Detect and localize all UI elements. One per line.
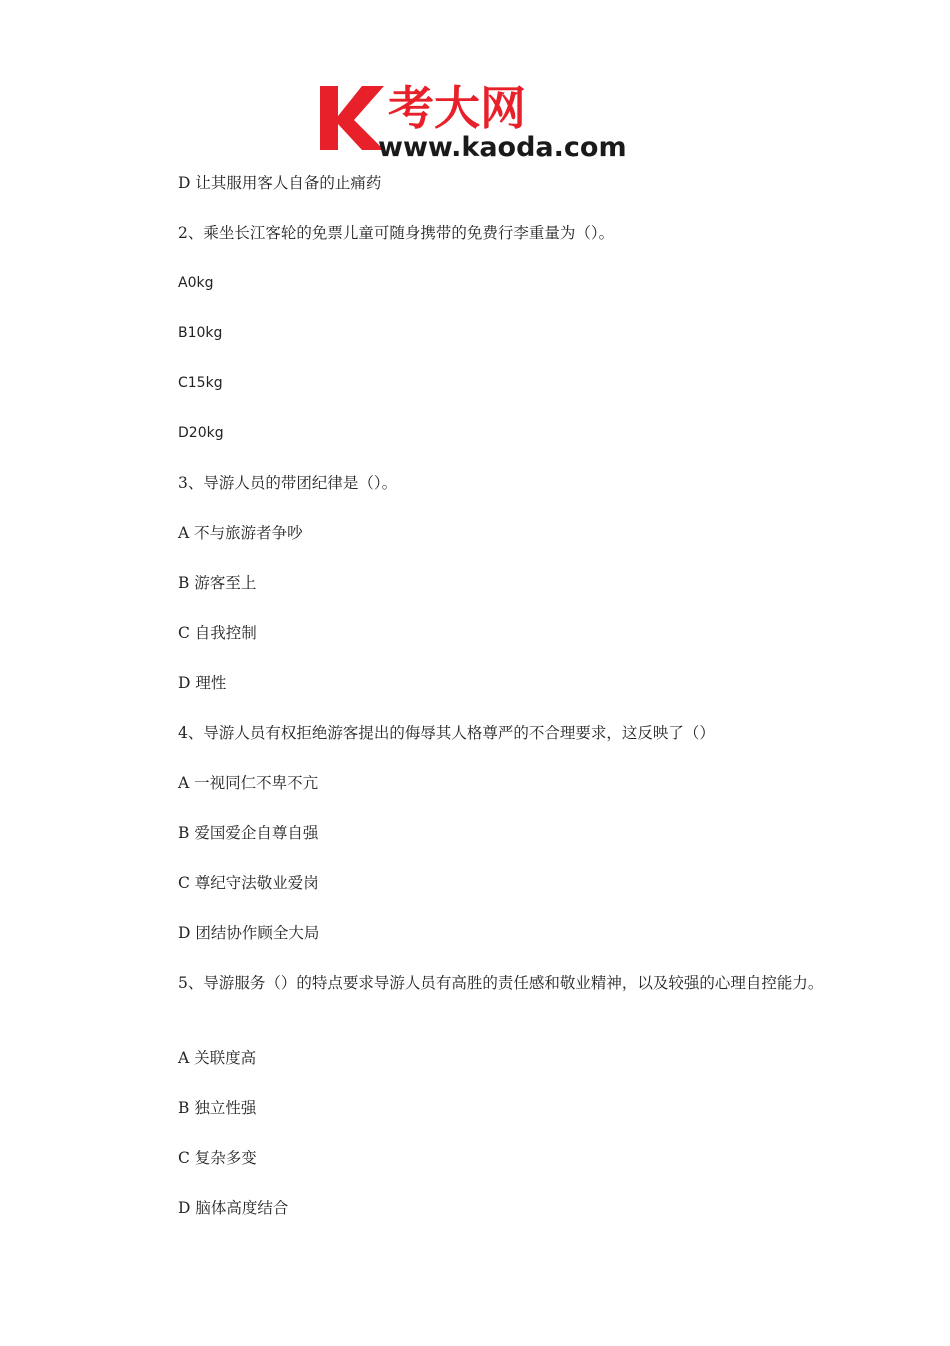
option-c: C15kg xyxy=(178,375,223,391)
option-b: B 独立性强 xyxy=(178,1099,257,1117)
option-c: C 复杂多变 xyxy=(178,1149,257,1167)
option-a: A 关联度高 xyxy=(178,1049,257,1067)
option-c: C 尊纪守法敬业爱岗 xyxy=(178,874,319,892)
option-a: A 不与旅游者争吵 xyxy=(178,524,303,542)
question-3: 3、导游人员的带团纪律是（）。 xyxy=(178,474,398,492)
option-b: B 爱国爱企自尊自强 xyxy=(178,824,319,842)
logo-url-text: www.kaoda.com xyxy=(378,132,627,160)
option-d: D 团结协作顾全大局 xyxy=(178,924,320,942)
kaoda-logo-graphic xyxy=(318,80,640,160)
question-4: 4、导游人员有权拒绝游客提出的侮辱其人格尊严的不合理要求，这反映了（） xyxy=(178,724,715,742)
option-a: A 一视同仁不卑不亢 xyxy=(178,774,319,792)
logo-chinese-text: 考大网 xyxy=(388,81,526,135)
option-d: D20kg xyxy=(178,425,224,441)
option-d: D 让其服用客人自备的止痛药 xyxy=(178,174,382,192)
question-5: 5、导游服务（）的特点要求导游人员有高胜的责任感和敬业精神，以及较强的心理自控能力。 xyxy=(178,974,824,992)
option-d: D 脑体高度结合 xyxy=(178,1199,289,1217)
option-b: B 游客至上 xyxy=(178,574,257,592)
option-a: A0kg xyxy=(178,275,214,291)
option-c: C 自我控制 xyxy=(178,624,257,642)
question-2: 2、乘坐长江客轮的免票儿童可随身携带的免费行李重量为（）。 xyxy=(178,224,615,242)
logo-k-mark xyxy=(320,86,384,150)
option-d: D 理性 xyxy=(178,674,227,692)
option-b: B10kg xyxy=(178,325,223,341)
kaoda-logo xyxy=(318,80,640,160)
